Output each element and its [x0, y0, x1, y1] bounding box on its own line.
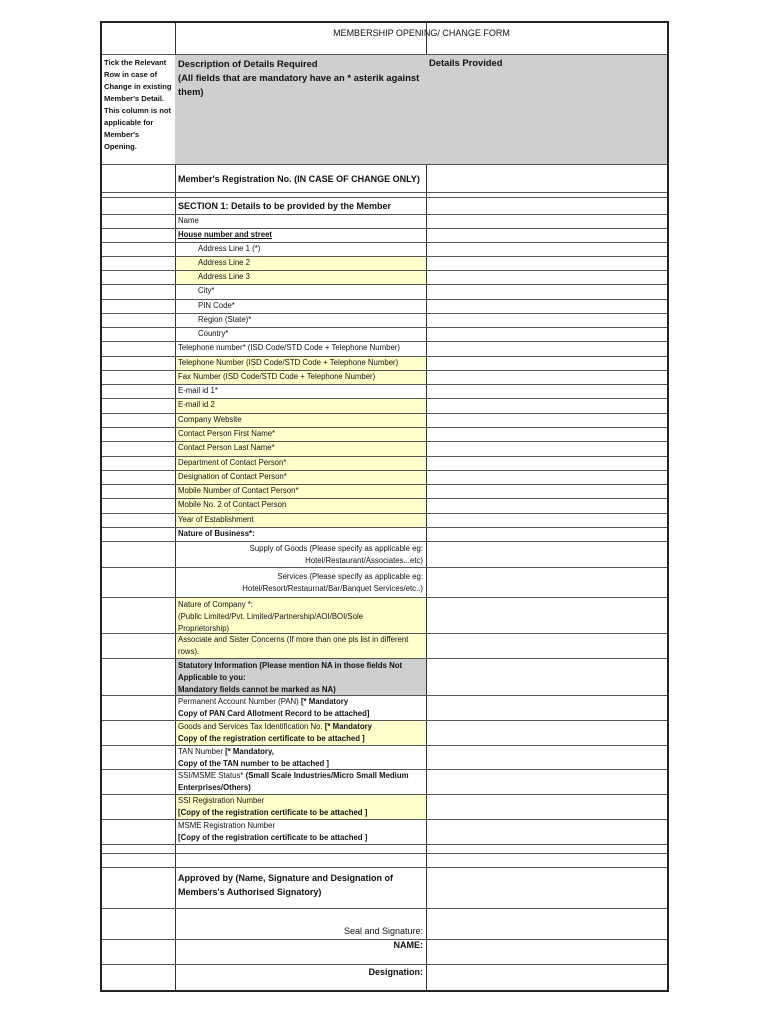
ssi-status-options-line2: Enterprises/Others) [178, 783, 251, 792]
registration-row [102, 164, 667, 192]
associate-input[interactable] [427, 634, 667, 658]
gst-input[interactable] [427, 721, 667, 745]
blank-row [102, 844, 667, 853]
fax-input[interactable] [427, 371, 667, 384]
contact-mobile2-label: Mobile No. 2 of Contact Person [176, 499, 426, 513]
services-input[interactable] [427, 568, 667, 597]
ssi-registration-input[interactable] [427, 795, 667, 819]
registration-no-input[interactable] [427, 165, 667, 192]
gst-mandatory: [* Mandatory [324, 722, 373, 731]
address-line1-input[interactable] [427, 243, 667, 256]
telephone2-input[interactable] [427, 357, 667, 370]
telephone1-input[interactable] [427, 342, 667, 356]
telephone1-label: Telephone number* (ISD Code/STD Code + Telephone Number) [178, 343, 400, 352]
designation-label: Designation: [368, 967, 423, 977]
membership-form [100, 21, 669, 992]
contact-mobile1-label: Mobile Number of Contact Person* [176, 485, 426, 498]
region-input[interactable] [427, 314, 667, 327]
registration-no-label: Member's Registration No. (IN CASE OF CHANGE ONLY) [178, 173, 420, 184]
section1-row [102, 197, 667, 214]
contact-designation-label: Designation of Contact Person* [176, 471, 426, 484]
nature-company-line1: Nature of Company *: [178, 600, 253, 609]
ssi-status-input[interactable] [427, 770, 667, 794]
name-input[interactable] [427, 215, 667, 228]
pan-mandatory: [* Mandatory [300, 697, 349, 706]
email2-label: E-mail id 2 [176, 399, 426, 413]
pan-input[interactable] [427, 696, 667, 720]
ssi-registration-label: SSI Registration Number [178, 796, 265, 805]
tan-mandatory: [* Mandatory, [225, 747, 274, 756]
title-row [102, 23, 667, 54]
country-label: Country* [198, 329, 229, 338]
nature-company-input[interactable] [427, 598, 667, 633]
seal-signature-label: Seal and Signature: [343, 926, 423, 936]
description-title: Description of Details Required [178, 58, 318, 69]
address-line2-input[interactable] [427, 257, 667, 270]
fax-label: Fax Number (ISD Code/STD Code + Telephone Number) [176, 371, 426, 384]
contact-designation-input[interactable] [427, 471, 667, 484]
contact-department-label: Department of Contact Person* [176, 457, 426, 470]
form-title: MEMBERSHIP OPENING/ CHANGE FORM [333, 28, 510, 38]
associate-line2: rows). [178, 647, 200, 656]
gst-attach-note: Copy of the registration certificate to be attached ] [178, 734, 365, 743]
contact-first-name-input[interactable] [427, 428, 667, 441]
region-label: Region (State)* [198, 315, 252, 324]
designation-input[interactable] [427, 965, 667, 992]
email1-input[interactable] [427, 385, 667, 398]
city-label: City* [198, 286, 215, 295]
nature-business-input[interactable] [427, 528, 667, 541]
statutory-line3: Mandatory fields cannot be marked as NA) [178, 685, 336, 694]
pin-input[interactable] [427, 300, 667, 313]
section1-title: SECTION 1: Details to be provided by the Member [178, 201, 392, 211]
pan-attach-note: Copy of PAN Card Allotment Record to be attached] [178, 709, 370, 718]
msme-registration-note: [Copy of the registration certificate to be attached ] [178, 833, 368, 842]
contact-first-name-label: Contact Person First Name* [176, 428, 426, 441]
email2-input[interactable] [427, 399, 667, 413]
website-label: Company Website [176, 414, 426, 427]
approved-by-line1: Approved by (Name, Signature and Designation of [178, 873, 394, 883]
approved-by-input[interactable] [427, 868, 667, 908]
goods-label-line2: Hotel/Restaurant/Associates...etc) [305, 556, 423, 565]
address-line1-label: Address Line 1 (*) [198, 244, 261, 253]
goods-label-line1: Supply of Goods (Please specify as applicable eg: [249, 544, 423, 553]
email1-label: E-mail id 1* [178, 386, 218, 395]
address-line3-input[interactable] [427, 271, 667, 284]
statutory-input[interactable] [427, 659, 667, 695]
nature-business-label: Nature of Business*: [178, 529, 255, 538]
header-row [102, 54, 667, 164]
house-input[interactable] [427, 229, 667, 242]
name-signatory-input[interactable] [427, 940, 667, 964]
contact-mobile2-input[interactable] [427, 499, 667, 513]
city-input[interactable] [427, 285, 667, 299]
services-label-line2: Hotel/Resort/Restaurnat/Bar/Banquet Services/etc..) [242, 584, 423, 593]
contact-last-name-label: Contact Person Last Name* [176, 442, 426, 456]
pan-label: Permanent Account Number (PAN) [178, 697, 301, 706]
statutory-line1: Statutory Information (Please mention NA in those fields Not [178, 661, 403, 670]
blank-row [102, 853, 667, 867]
associate-line1: Associate and Sister Concerns (If more than one pls list in different [178, 635, 409, 644]
pin-label: PIN Code* [198, 301, 235, 310]
name-label: Name [178, 216, 199, 225]
nature-company-line3: Proprietorship) [178, 624, 230, 633]
ssi-status-label: SSI/MSME Status* [178, 771, 246, 780]
details-provided-header: Details Provided [429, 57, 503, 68]
address-line2-label: Address Line 2 [176, 257, 426, 270]
services-label-line1: Services (Please specify as applicable eg: [277, 572, 423, 581]
year-label: Year of Establishment [176, 514, 426, 527]
year-input[interactable] [427, 514, 667, 527]
msme-registration-label: MSME Registration Number [178, 821, 276, 830]
tan-attach-note: Copy of the TAN number to be attached ] [178, 759, 330, 768]
seal-signature-input[interactable] [427, 909, 667, 939]
address-line3-label: Address Line 3 [176, 271, 426, 284]
goods-input[interactable] [427, 542, 667, 567]
contact-last-name-input[interactable] [427, 442, 667, 456]
description-note: (All fields that are mandatory have an * asterik against them) [178, 72, 420, 97]
approved-by-line2: Members's Authorised Signatory) [178, 887, 322, 897]
telephone2-label: Telephone Number (ISD Code/STD Code + Telephone Number) [176, 357, 426, 370]
nature-company-line2: (Public Limited/Pvt. Limited/Partnership/AOI/BOI/Sole [178, 612, 364, 621]
website-input[interactable] [427, 414, 667, 427]
tan-input[interactable] [427, 746, 667, 769]
ssi-status-options: (Small Scale Industries/Micro Small Medium [245, 771, 409, 780]
statutory-line2: Applicable to you: [178, 673, 246, 682]
ssi-registration-note: [Copy of the registration certificate to be attached ] [178, 808, 368, 817]
tick-column-note: Tick the Relevant Row in case of Change in existing Member's Detail. This column is not applicable for Member's Opening. [102, 55, 175, 164]
tan-label: TAN Number [178, 747, 226, 756]
contact-mobile1-input[interactable] [427, 485, 667, 498]
house-label: House number and street [178, 230, 273, 239]
gst-label: Goods and Services Tax Identification No. [178, 722, 325, 731]
msme-registration-input[interactable] [427, 820, 667, 844]
name-signatory-label: NAME: [393, 940, 423, 950]
country-input[interactable] [427, 328, 667, 341]
contact-department-input[interactable] [427, 457, 667, 470]
